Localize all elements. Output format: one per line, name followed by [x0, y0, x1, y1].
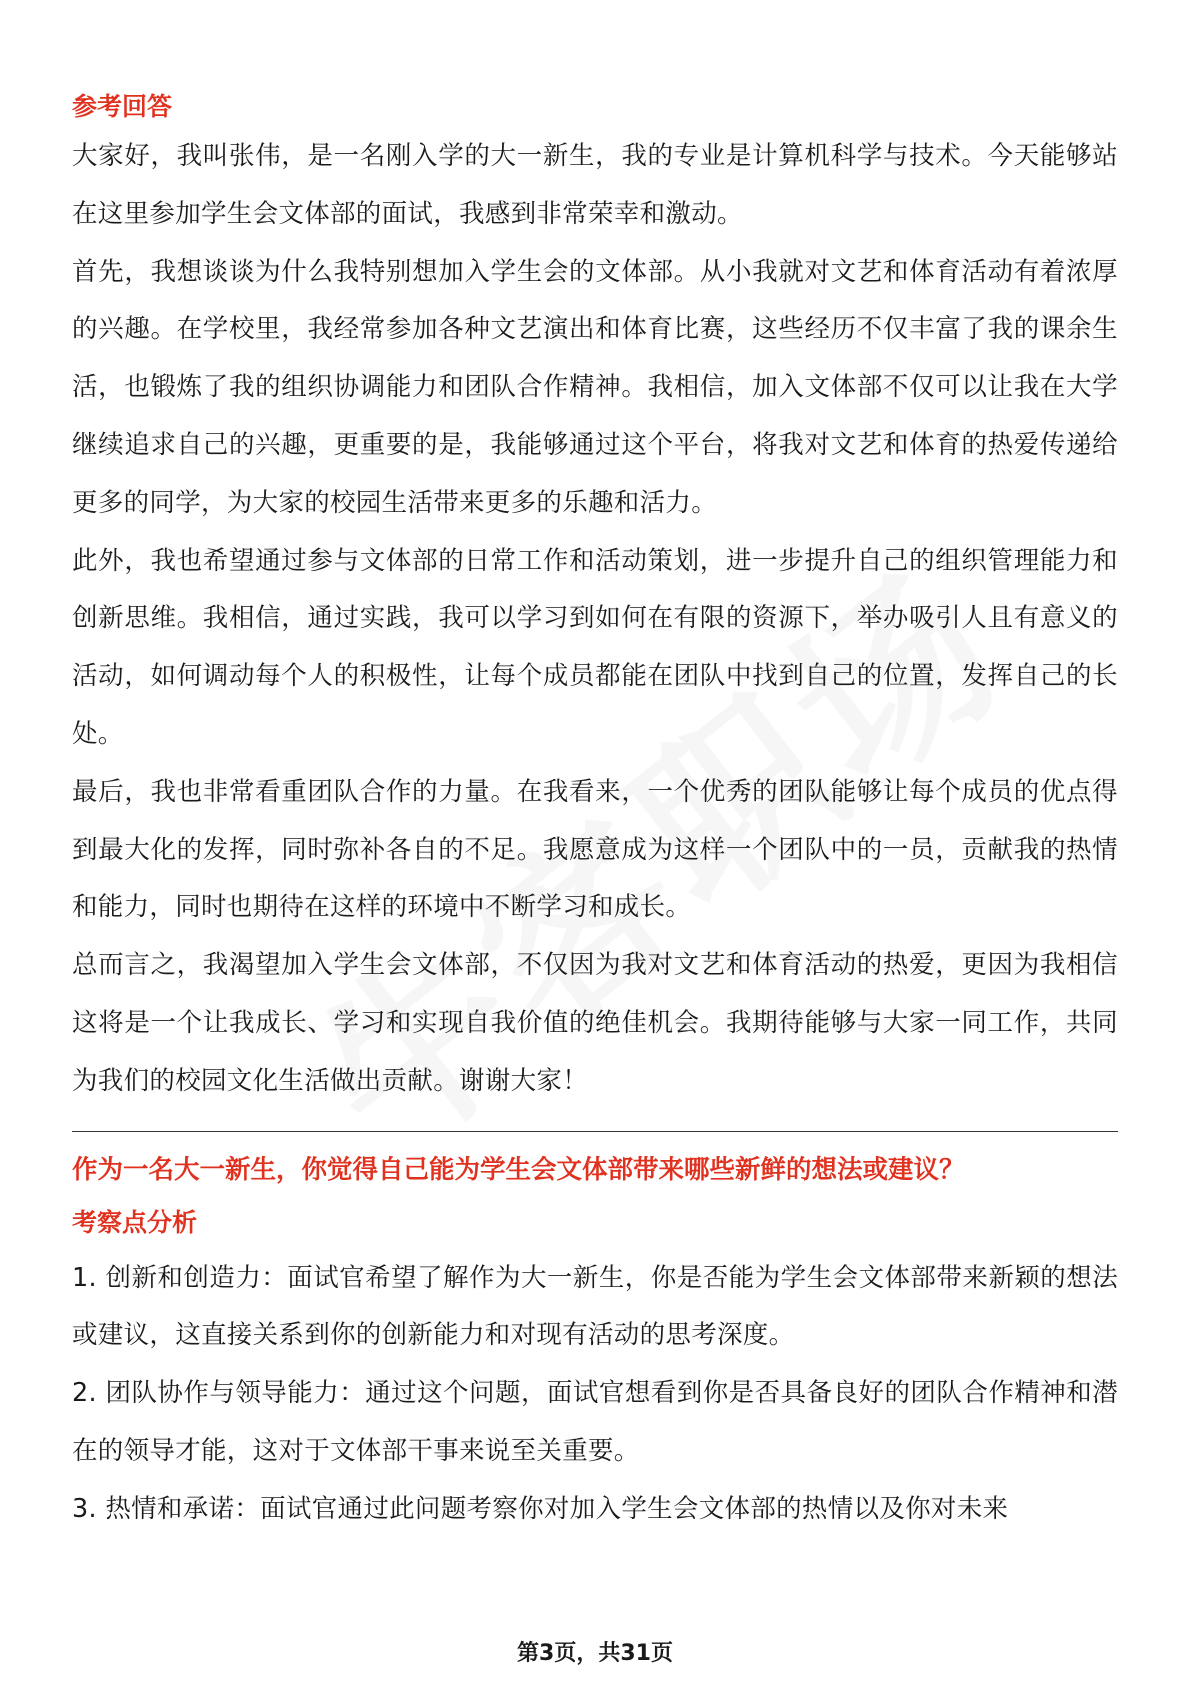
interview-question: 作为一名大一新生，你觉得自己能为学生会文体部带来哪些新鲜的想法或建议？	[72, 1154, 965, 1185]
document-page	[72, 86, 1118, 1539]
answer-paragraph-1: 大家好，我叫张伟，是一名刚入学的大一新生，我的专业是计算机科学与技术。今天能够站在这里参加学生会文体部的面试，我感到非常荣幸和激动。	[72, 141, 1118, 229]
answer-paragraph-2: 首先，我想谈谈为什么我特别想加入学生会的文体部。从小我就对文艺和体育活动有着浓厚的兴趣。在学校里，我经常参加各种文艺演出和体育比赛，这些经历不仅丰富了我的课余生活，也锻炼了我的组织协调能力和团队合作精神。我相信，加入文体部不仅可以让我在大学继续追求自己的兴趣，更重要的是，我能够通过这个平台，将我对文艺和体育的热爱传递给更多的同学，为大家的校园生活带来更多的乐趣和活力。	[72, 256, 1118, 518]
reference-answer-label: 参考回答	[72, 92, 173, 121]
analysis-label: 考察点分析	[72, 1207, 198, 1237]
analysis-item-2: 2. 团队协作与领导能力：通过这个问题，面试官想看到你是否具备良好的团队合作精神和潜在的领导才能，这对于文体部干事来说至关重要。	[72, 1378, 1118, 1466]
analysis-item-1: 1. 创新和创造力：面试官希望了解作为大一新生，你是否能为学生会文体部带来新颖的想法或建议，这直接关系到你的创新能力和对现有活动的思考深度。	[72, 1262, 1118, 1351]
answer-paragraph-3: 此外，我也希望通过参与文体部的日常工作和活动策划，进一步提升自己的组织管理能力和创新思维。我相信，通过实践，我可以学习到如何在有限的资源下，举办吸引人且有意义的活动，如何调动每个人的积极性，让每个成员都能在团队中找到自己的位置，发挥自己的长处。	[72, 545, 1118, 749]
page-indicator: 第3页，共31页	[517, 1641, 673, 1666]
answer-paragraph-5: 总而言之，我渴望加入学生会文体部，不仅因为我对文艺和体育活动的热爱，更因为我相信这将是一个让我成长、学习和实现自我价值的绝佳机会。我期待能够与大家一同工作，共同为我们的校园文化生活做出贡献。谢谢大家！	[72, 950, 1118, 1096]
section-divider	[72, 1131, 1118, 1132]
answer-paragraph-4: 最后，我也非常看重团队合作的力量。在我看来，一个优秀的团队能够让每个成员的优点得到最大化的发挥，同时弥补各自的不足。我愿意成为这样一个团队中的一员，贡献我的热情和能力，同时也期待在这样的环境中不断学习和成长。	[72, 776, 1118, 923]
analysis-item-3: 3. 热情和承诺：面试官通过此问题考察你对加入学生会文体部的热情以及你对未来	[72, 1493, 1009, 1524]
